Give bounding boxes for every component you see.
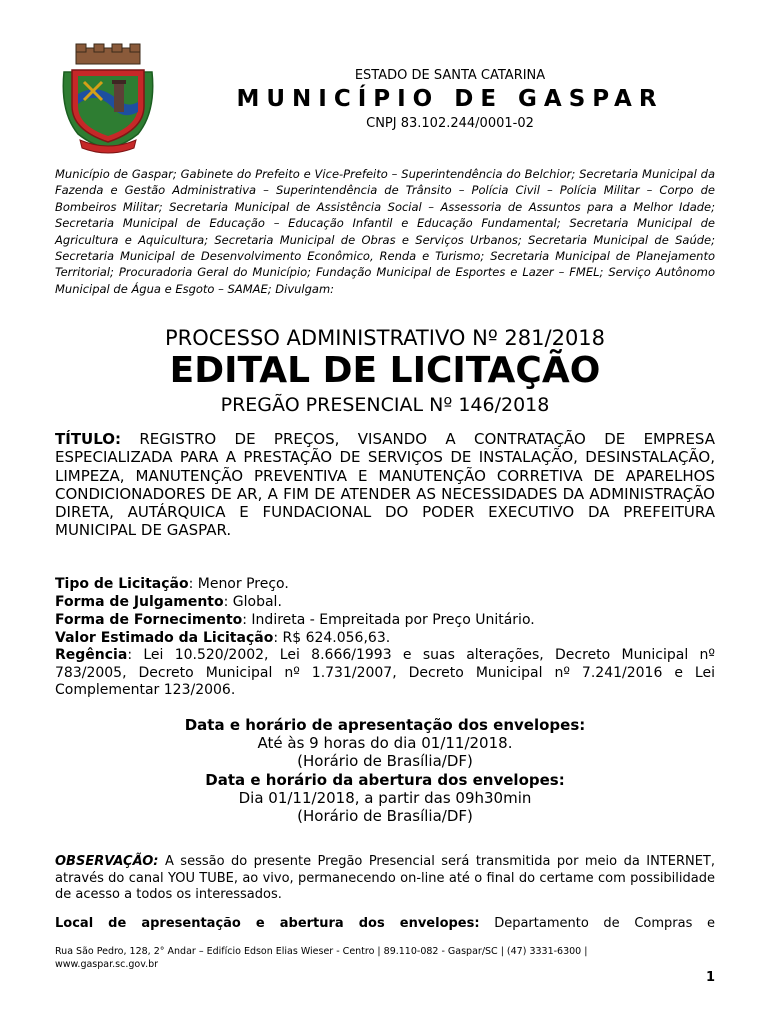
- intro-paragraph: Município de Gaspar; Gabinete do Prefeito e Vice-Prefeito – Superintendência do Belchior; Secretaria Municipal da Fazenda e Gestão Administrativa – Superintendência de Trânsito – Polícia Civil – Polícia Militar – Corpo de Bombeiros Militar; Secretaria Municipal de Assistência Social – Assessoria de Assuntos para a Melhor Idade; Secretaria Municipal de Educação – Educação Infantil e Educação Fundamental; Secretaria Municipal de Agricultura e Aquicultura; Secretaria Municipal de Obras e Serviços Urbanos; Secretaria Municipal de Saúde; Secretaria Municipal de Desenvolvimento Econômico, Renda e Turismo; Secretaria Municipal de Planejamento Territorial; Procuradoria Geral do Município; Fundação Municipal de Esportes e Lazer – FMEL; Serviço Autônomo Municipal de Água e Esgoto – SAMAE; Divulgam:: [55, 167, 715, 296]
- abertura-timezone: (Horário de Brasília/DF): [297, 807, 473, 826]
- tipo-label: Tipo de Licitação: [55, 576, 189, 592]
- forma-fornecimento-line: [55, 612, 715, 630]
- processo-title: PROCESSO ADMINISTRATIVO Nº 281/2018: [164, 326, 606, 350]
- titulo-paragraph: [55, 430, 715, 540]
- page-number: 1: [705, 970, 715, 985]
- tipo-licitacao-line: [55, 576, 715, 594]
- footer-website: www.gaspar.sc.gov.br: [55, 958, 159, 970]
- apresentacao-heading: Data e horário de apresentação dos envelopes:: [184, 716, 586, 734]
- abertura-date: Dia 01/11/2018, a partir das 09h30min: [238, 788, 532, 807]
- titulo-label: TÍTULO:: [55, 430, 121, 448]
- local-label: Local de apresentação e abertura dos envelopes:: [55, 916, 480, 931]
- regencia-line: [55, 647, 715, 700]
- titulo-text: REGISTRO DE PREÇOS, VISANDO A CONTRATAÇÃO DE EMPRESA ESPECIALIZADA PARA A PRESTAÇÃO DE SERVIÇOS DE INSTALAÇÃO, DESINSTALAÇÃO, LIMPEZA, MANUTENÇÃO PREVENTIVA E MANUTENÇÃO CORRETIVA DE APARELHOS CONDICIONADORES DE AR, A FIM DE ATENDER AS NECESSIDADES DA ADMINISTRAÇÃO DIRETA, AUTÁRQUICA E FUNDACIONAL DO PODER EXECUTIVO DA PREFEITURA MUNICIPAL DE GASPAR.: [55, 430, 715, 540]
- forma-fornecimento-value: : Indireta - Empreitada por Preço Unitário.: [242, 612, 535, 628]
- forma-fornecimento-label: Forma de Fornecimento: [55, 612, 243, 628]
- forma-julgamento-value: : Global.: [223, 593, 282, 610]
- forma-julgamento-line: [55, 594, 715, 612]
- local-paragraph: [55, 916, 715, 932]
- dates-block: [55, 716, 715, 825]
- document-header: [190, 68, 710, 134]
- observacao-paragraph: [55, 854, 715, 904]
- tipo-value: : Menor Preço.: [188, 576, 289, 592]
- observacao-label: OBSERVAÇÃO:: [55, 854, 159, 869]
- valor-estimado-line: [55, 630, 715, 648]
- municipality-name: MUNICÍPIO DE GASPAR: [236, 86, 664, 112]
- valor-estimado-value: : R$ 624.056,63.: [273, 629, 391, 646]
- state-name: ESTADO DE SANTA CATARINA: [354, 68, 546, 83]
- regencia-value: : Lei 10.520/2002, Lei 8.666/1993 e suas alterações, Decreto Municipal nº 783/2005, Decreto Municipal nº 1.731/2007, Decreto Municipal nº 7.241/2016 e Lei Complementar 123/2006.: [55, 647, 715, 698]
- cnpj: CNPJ 83.102.244/0001-02: [366, 116, 534, 131]
- licitacao-info: [55, 576, 715, 611]
- local-text: Departamento de Compras e: [479, 916, 715, 931]
- apresentacao-date: Até às 9 horas do dia 01/11/2018.: [257, 734, 513, 753]
- pregao-title: PREGÃO PRESENCIAL Nº 146/2018: [220, 394, 550, 416]
- edital-title: EDITAL DE LICITAÇÃO: [169, 350, 601, 391]
- valor-estimado-label: Valor Estimado da Licitação: [55, 629, 274, 646]
- observacao-text: A sessão do presente Pregão Presencial será transmitida por meio da INTERNET, através do canal YOU TUBE, ao vivo, permanecendo on-line até o final do certame com possibilidade de acesso a todos os interessados.: [55, 854, 715, 903]
- apresentacao-timezone: (Horário de Brasília/DF): [297, 752, 473, 771]
- page-footer: [55, 946, 715, 971]
- forma-julgamento-label: Forma de Julgamento: [55, 593, 224, 610]
- regencia-label: Regência: [55, 647, 128, 663]
- coat-of-arms-logo: [58, 42, 158, 154]
- licitacao-details: [55, 612, 715, 700]
- abertura-heading: Data e horário da abertura dos envelopes:: [205, 770, 565, 789]
- footer-address: Rua São Pedro, 128, 2° Andar – Edifício Edson Elias Wieser - Centro | 89.110-082 - Gaspar/SC | (47) 3331-6300 |: [55, 946, 588, 957]
